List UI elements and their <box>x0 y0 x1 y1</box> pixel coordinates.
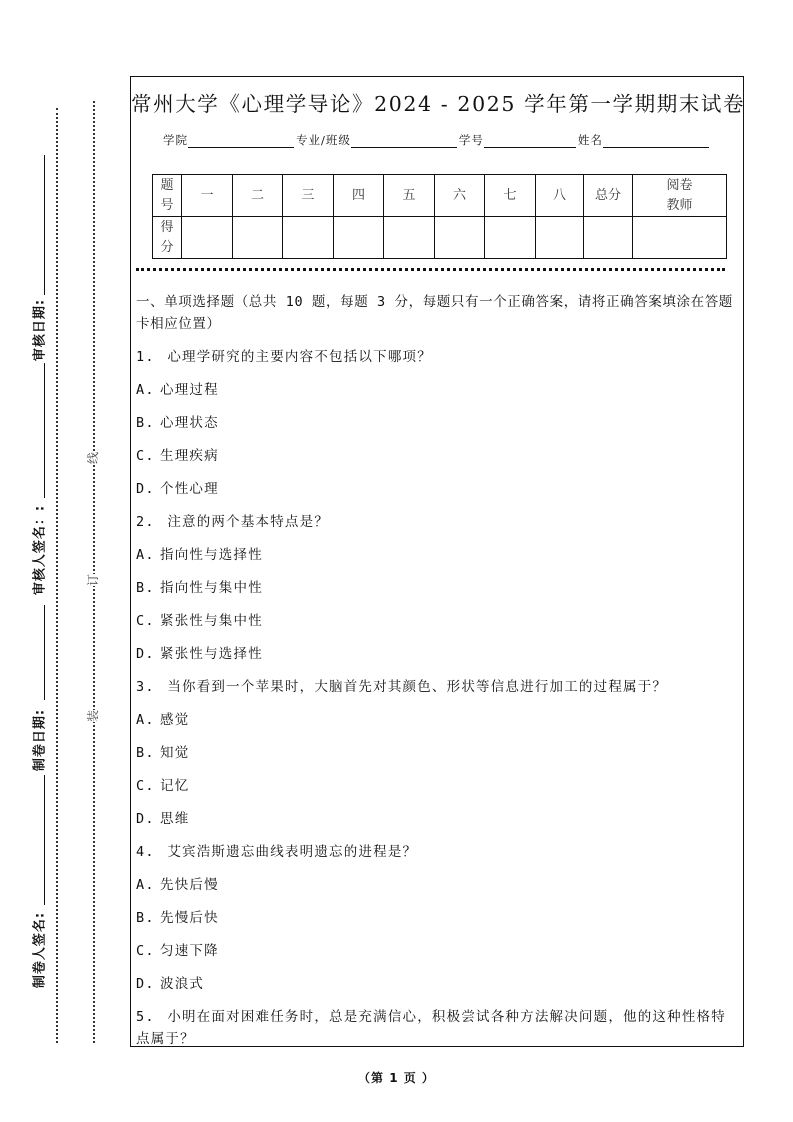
option-key: B. <box>136 910 155 926</box>
name-label: 姓名 <box>577 133 603 147</box>
binding-dotted-line-inner <box>56 108 58 1043</box>
question-text: 小明在面对困难任务时，总是充满信心，积极尝试各种方法解决问题，他的这种性格特点属于？ <box>136 1009 726 1047</box>
option-text: 生理疾病 <box>160 448 219 464</box>
score-cell[interactable] <box>334 217 384 259</box>
total-score-cell[interactable] <box>584 217 633 259</box>
column-header: 三 <box>283 175 334 217</box>
option-text: 心理过程 <box>160 382 219 398</box>
option-key: B. <box>136 745 155 761</box>
score-cell[interactable] <box>233 217 283 259</box>
option-key: C. <box>136 778 155 794</box>
student-id-field[interactable] <box>484 133 576 148</box>
option-text: 思维 <box>160 811 190 827</box>
option-3d[interactable] <box>136 808 738 841</box>
question-text: 当你看到一个苹果时，大脑首先对其颜色、形状等信息进行加工的过程属于？ <box>167 679 668 695</box>
column-header: 八 <box>536 175 584 217</box>
option-2c[interactable] <box>136 610 738 643</box>
paper-maker-signature-line <box>44 775 45 905</box>
score-row-header: 得 分 <box>153 217 182 259</box>
paper-maker-signature-label: 制卷人签名: <box>29 910 48 990</box>
page-number: （第 1 页 ） <box>358 1071 435 1085</box>
column-header: 四 <box>334 175 384 217</box>
option-key: D. <box>136 646 155 662</box>
option-4c[interactable] <box>136 940 738 973</box>
reviewer-signature-line <box>44 363 45 498</box>
option-4a[interactable] <box>136 874 738 907</box>
column-header: 二 <box>233 175 283 217</box>
review-date-line <box>44 155 45 295</box>
score-cell[interactable] <box>283 217 334 259</box>
score-table-score-row <box>153 217 727 259</box>
option-text: 指向性与集中性 <box>160 580 263 596</box>
question-text: 注意的两个基本特点是？ <box>167 514 330 530</box>
option-text: 指向性与选择性 <box>160 547 263 563</box>
option-1a[interactable] <box>136 379 738 412</box>
option-key: C. <box>136 943 155 959</box>
option-key: B. <box>136 580 155 596</box>
paper-date-line <box>44 605 45 700</box>
option-2a[interactable] <box>136 544 738 577</box>
major-class-field[interactable] <box>351 133 457 148</box>
option-3c[interactable] <box>136 775 738 808</box>
option-key: D. <box>136 481 155 497</box>
score-table-header-row <box>153 175 727 217</box>
option-text: 紧张性与选择性 <box>160 646 263 662</box>
question-4 <box>136 841 738 874</box>
question-number-header: 题 号 <box>153 175 182 217</box>
question-number: 3. <box>136 679 155 695</box>
question-1 <box>136 346 738 379</box>
option-key: A. <box>136 547 155 563</box>
college-field[interactable] <box>188 133 294 148</box>
score-cell[interactable] <box>536 217 584 259</box>
question-number: 2. <box>136 514 155 530</box>
question-5 <box>136 1006 738 1050</box>
column-header: 七 <box>485 175 536 217</box>
column-header: 一 <box>182 175 233 217</box>
seal-char-mount: 装 <box>86 709 100 723</box>
option-text: 感觉 <box>160 712 190 728</box>
option-4b[interactable] <box>136 907 738 940</box>
exam-title: 常州大学《心理学导论》2024 - 2025 学年第一学期期末试卷 <box>131 92 746 116</box>
option-2b[interactable] <box>136 577 738 610</box>
name-field[interactable] <box>603 133 709 148</box>
option-3b[interactable] <box>136 742 738 775</box>
option-text: 记忆 <box>160 778 190 794</box>
paper-date-label: 制卷日期: <box>29 707 48 773</box>
total-score-header: 总分 <box>584 175 633 217</box>
column-header: 六 <box>435 175 485 217</box>
option-3a[interactable] <box>136 709 738 742</box>
seal-char-line: 线 <box>86 451 100 465</box>
option-text: 紧张性与集中性 <box>160 613 263 629</box>
option-1c[interactable] <box>136 445 738 478</box>
option-key: C. <box>136 613 155 629</box>
option-text: 先慢后快 <box>160 910 219 926</box>
option-key: D. <box>136 976 155 992</box>
option-key: D. <box>136 811 155 827</box>
question-text: 艾宾浩斯遗忘曲线表明遗忘的进程是？ <box>167 844 418 860</box>
option-text: 心理状态 <box>160 415 219 431</box>
section-heading: 一、单项选择题（总共 10 题，每题 3 分，每题只有一个正确答案，请将正确答案填涂在答题卡相应位置） <box>136 294 733 332</box>
student-id-label: 学号 <box>458 133 484 147</box>
college-label: 学院 <box>163 133 188 147</box>
binding-dotted-line-outer <box>93 101 95 1043</box>
question-number: 4. <box>136 844 155 860</box>
reviewer-signature-label: 审核人签名：: <box>29 503 48 597</box>
score-cell[interactable] <box>435 217 485 259</box>
grader-cell[interactable] <box>633 217 727 259</box>
question-text: 心理学研究的主要内容不包括以下哪项？ <box>167 349 432 365</box>
option-text: 波浪式 <box>160 976 205 992</box>
question-number: 1. <box>136 349 155 365</box>
option-key: B. <box>136 415 155 431</box>
score-cell[interactable] <box>384 217 435 259</box>
dotted-separator <box>136 268 725 271</box>
option-text: 匀速下降 <box>160 943 219 959</box>
score-cell[interactable] <box>182 217 233 259</box>
student-info-row <box>163 132 711 148</box>
option-key: A. <box>136 712 155 728</box>
option-1b[interactable] <box>136 412 738 445</box>
questions-section <box>136 291 738 1050</box>
option-text: 先快后慢 <box>160 877 219 893</box>
column-header: 五 <box>384 175 435 217</box>
question-3 <box>136 676 738 709</box>
grader-header: 阅卷 教师 <box>633 175 727 217</box>
option-4d[interactable] <box>136 973 738 1006</box>
option-key: A. <box>136 382 155 398</box>
option-key: C. <box>136 448 155 464</box>
question-number: 5. <box>136 1009 155 1025</box>
review-date-label: 审核日期: <box>29 297 48 363</box>
question-2 <box>136 511 738 544</box>
option-1d[interactable] <box>136 478 738 511</box>
option-2d[interactable] <box>136 643 738 676</box>
score-cell[interactable] <box>485 217 536 259</box>
option-text: 知觉 <box>160 745 190 761</box>
major-class-label: 专业/班级 <box>296 133 351 147</box>
option-key: A. <box>136 877 155 893</box>
seal-char-bind: 订 <box>86 573 100 587</box>
score-table <box>152 174 727 259</box>
exam-frame <box>130 76 744 1047</box>
option-text: 个性心理 <box>160 481 219 497</box>
